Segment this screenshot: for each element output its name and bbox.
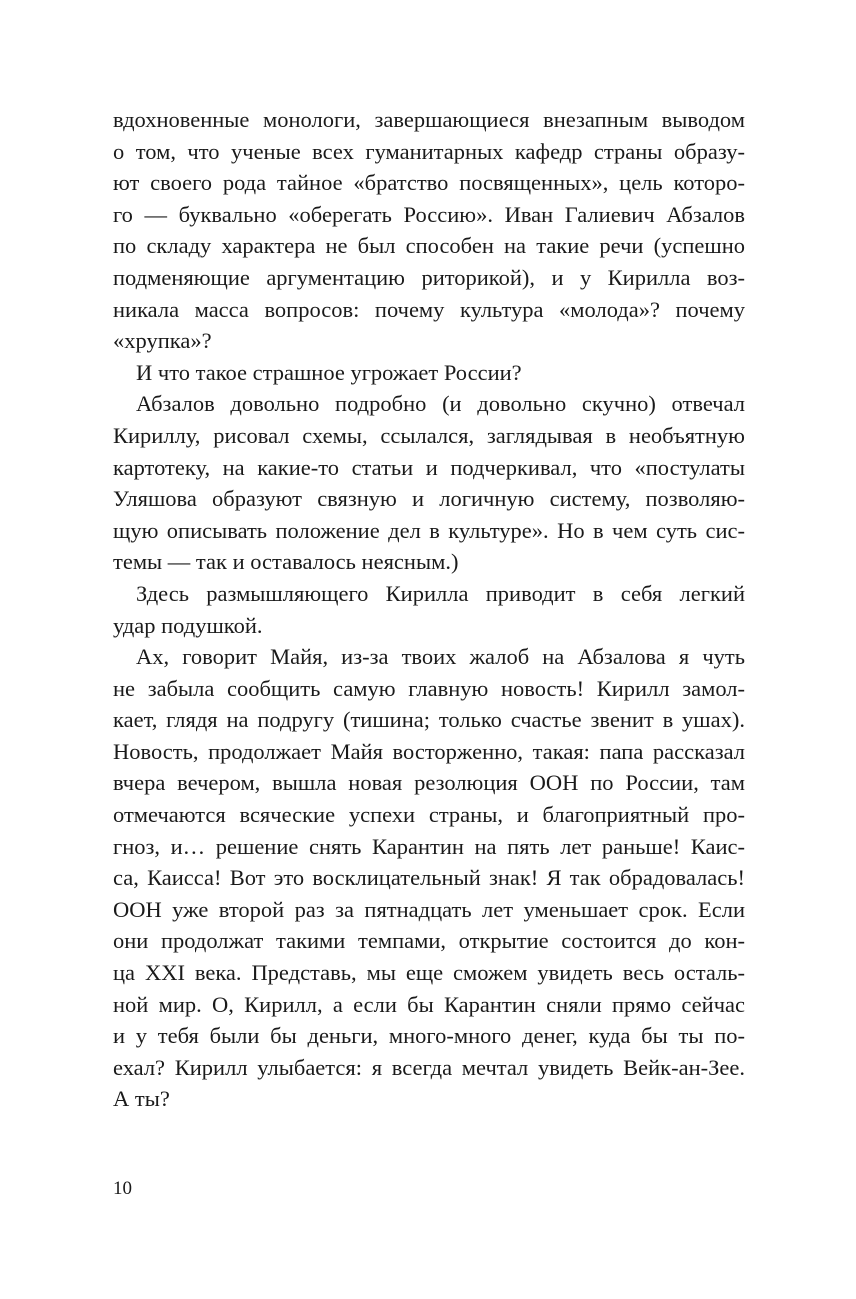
page-number: 10 bbox=[113, 1178, 132, 1199]
text-line: по складу характера не был способен на такие речи (успешно bbox=[113, 233, 745, 259]
text-line: вчера вечером, вышла новая резолюция ООН по России, там bbox=[113, 770, 745, 796]
text-line: са, Каисса! Вот это восклицательный знак! Я так обрадовалась! bbox=[113, 865, 745, 891]
text-line: Ах, говорит Майя, из-за твоих жалоб на Абзалова я чуть bbox=[136, 644, 745, 670]
text-line: Новость, продолжает Майя восторженно, такая: папа рассказал bbox=[113, 738, 745, 764]
text-line: ООН уже второй раз за пятнадцать лет уменьшает срок. Если bbox=[113, 896, 745, 922]
text-line: отмечаются всяческие успехи страны, и благоприятный про- bbox=[113, 802, 745, 828]
text-line: не забыла сообщить самую главную новость! Кирилл замол- bbox=[113, 675, 745, 701]
text-line: «хрупка»? bbox=[113, 328, 212, 354]
text-line: никала масса вопросов: почему культура «молода»? почему bbox=[113, 296, 745, 322]
text-line: и у тебя были бы деньги, много-много денег, куда бы ты по- bbox=[113, 1023, 745, 1049]
text-line: го — буквально «оберегать Россию». Иван Галиевич Абзалов bbox=[113, 201, 745, 227]
text-line: Здесь размышляющего Кирилла приводит в себя легкий bbox=[136, 580, 745, 606]
text-line: гноз, и… решение снять Карантин на пять лет раньше! Каис- bbox=[113, 833, 745, 859]
text-line: Абзалов довольно подробно (и довольно скучно) отвечал bbox=[136, 391, 745, 417]
text-line: вдохновенные монологи, завершающиеся внезапным выводом bbox=[113, 107, 745, 132]
text-line: Уляшова образуют связную и логичную систему, позволяю- bbox=[113, 486, 745, 512]
text-line: ной мир. О, Кирилл, а если бы Карантин сняли прямо сейчас bbox=[113, 991, 745, 1017]
body-text bbox=[113, 104, 745, 1115]
text-line: ют своего рода тайное «братство посвященных», цель которо- bbox=[113, 170, 745, 196]
text-line: удар подушкой. bbox=[113, 612, 263, 638]
text-line: кает, глядя на подругу (тишина; только счастье звенит в ушах). bbox=[113, 707, 745, 733]
text-line: они продолжат такими темпами, открытие состоится до кон- bbox=[113, 928, 745, 954]
text-line: картотеку, на какие-то статьи и подчеркивал, что «постулаты bbox=[113, 454, 745, 480]
text-line: подменяющие аргументацию риторикой), и у Кирилла воз- bbox=[113, 264, 745, 290]
text-line: ехал? Кирилл улыбается: я всегда мечтал увидеть Вейк-ан-Зее. bbox=[113, 1054, 745, 1080]
text-line: щую описывать положение дел в культуре». Но в чем суть сис- bbox=[113, 517, 745, 543]
text-line: о том, что ученые всех гуманитарных кафедр страны образу- bbox=[113, 138, 745, 164]
text-line: А ты? bbox=[113, 1086, 170, 1112]
text-line: темы — так и оставалось неясным.) bbox=[113, 549, 459, 575]
text-line: И что такое страшное угрожает России? bbox=[136, 359, 522, 385]
text-line: Кириллу, рисовал схемы, ссылался, заглядывая в необъятную bbox=[113, 422, 745, 448]
text-line: ца XXI века. Представь, мы еще сможем увидеть весь осталь- bbox=[113, 960, 745, 986]
